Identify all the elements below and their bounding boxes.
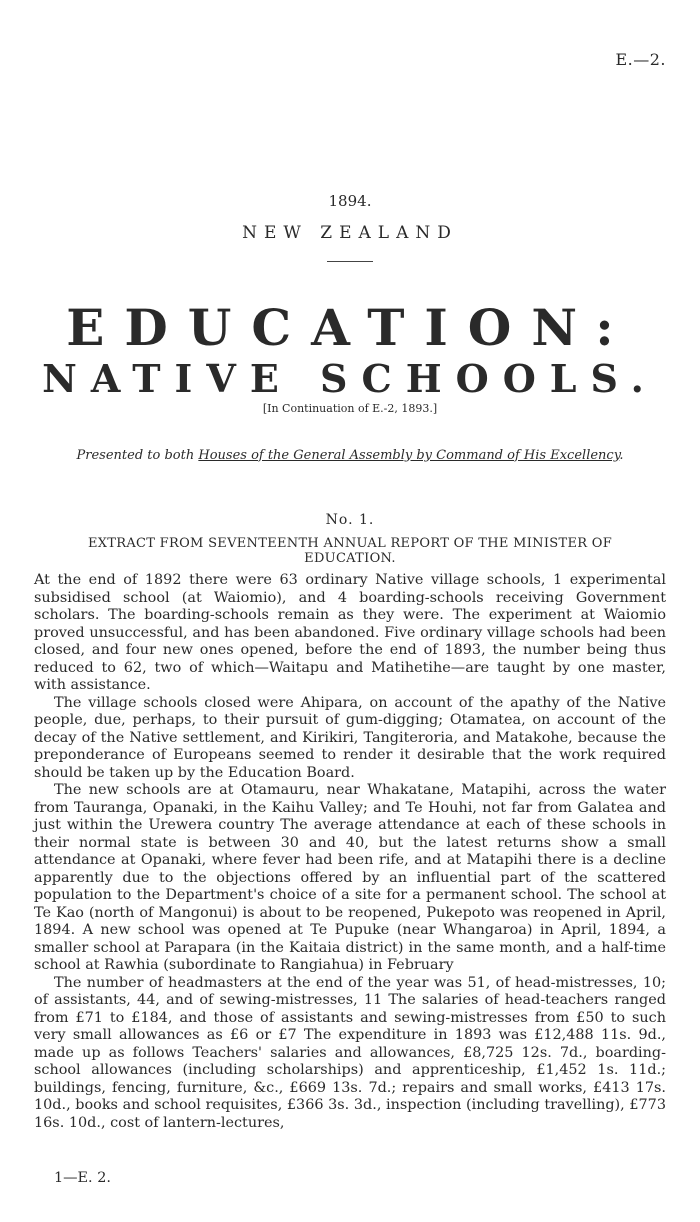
page-signature: 1—E. 2.: [54, 1170, 111, 1186]
presented-underlined: Houses of the General Assembly by Command of His Excellency: [198, 448, 620, 463]
paragraph: At the end of 1892 there were 63 ordinary Native village schools, 1 experimental subsidised school (at Waiomio), and 4 boarding-schools receiving Government scholars. The boarding-schools remain as they were. The experiment at Waiomio proved unsuccessful, and has been abandoned. Five ordinary village schools had been closed, and four new ones opened, before the end of 1893, the number being thus reduced to 62, two of which—Waitapu and Matihetihe—are taught by one master, with assistance.: [34, 572, 666, 693]
country-heading: NEW ZEALAND: [242, 223, 458, 243]
main-title: EDUCATION:: [66, 298, 634, 357]
report-body: [34, 572, 666, 1132]
continuation-note: [In Continuation of E.-2, 1893.]: [262, 402, 438, 415]
section-number: No. 1.: [325, 512, 375, 528]
paragraph: The number of headmasters at the end of the year was 51, of head-mistresses, 10; of assistants, 44, and of sewing-mistresses, 11 The salaries of head-teachers ranged from £71 to £184, and those of assistants and sewing-mistresses from £50 to such very small allowances as £6 or £7 The expenditure in 1893 was £12,488 11s. 9d., made up as follows Teachers' salaries and allowances, £8,725 12s. 7d., boarding-school allowances (including scholarships) and apprenticeship, £1,452 1s. 11d.; buildings, fencing, furniture, &c., £669 13s. 7d.; repairs and small works, £413 17s. 10d., books and school requisites, £366 3s. 3d., inspection (including travelling), £773 16s. 10d., cost of lantern-lectures,: [34, 974, 666, 1131]
presented-text: Presented to both: [76, 448, 199, 463]
section-heading: EXTRACT FROM SEVENTEENTH ANNUAL REPORT OF THE MINISTER OF EDUCATION.: [87, 536, 613, 566]
year: 1894.: [328, 192, 372, 210]
presented-line: [0, 448, 700, 463]
subtitle: NATIVE SCHOOLS.: [42, 356, 658, 401]
presented-end: .: [619, 448, 624, 463]
document-reference: E.—2.: [615, 50, 666, 69]
paragraph: The village schools closed were Ahipara, on account of the apathy of the Native people, due, perhaps, to their pursuit of gum-digging; Otamatea, on account of the decay of the Native settlement, and Kirikiri, Tangiteroria, and Matakohe, because the preponderance of Europeans seemed to render it desirable that the work required should be taken up by the Education Board.: [34, 694, 666, 781]
divider-rule: [327, 261, 373, 262]
paragraph: The new schools are at Otamauru, near Whakatane, Matapihi, across the water from Tauranga, Opanaki, in the Kaihu Valley; and Te Houhi, not far from Galatea and just within the Urewera country The average attendance at each of these schools in their normal state is between 30 and 40, but the latest returns show a small attendance at Opanaki, where fever had been rife, and at Matapihi there is a decline apparently due to the objections offered by an influential part of the scattered population to the Department's choice of a site for a permanent school. The school at Te Kao (north of Mangonui) is about to be reopened, Pukepoto was reopened in April, 1894. A new school was opened at Te Pupuke (near Whangaroa) in April, 1894, a smaller school at Parapara (in the Kaitaia district) in the same month, and a half-time school at Rawhia (subordinate to Rangiahua) in February: [34, 782, 666, 973]
